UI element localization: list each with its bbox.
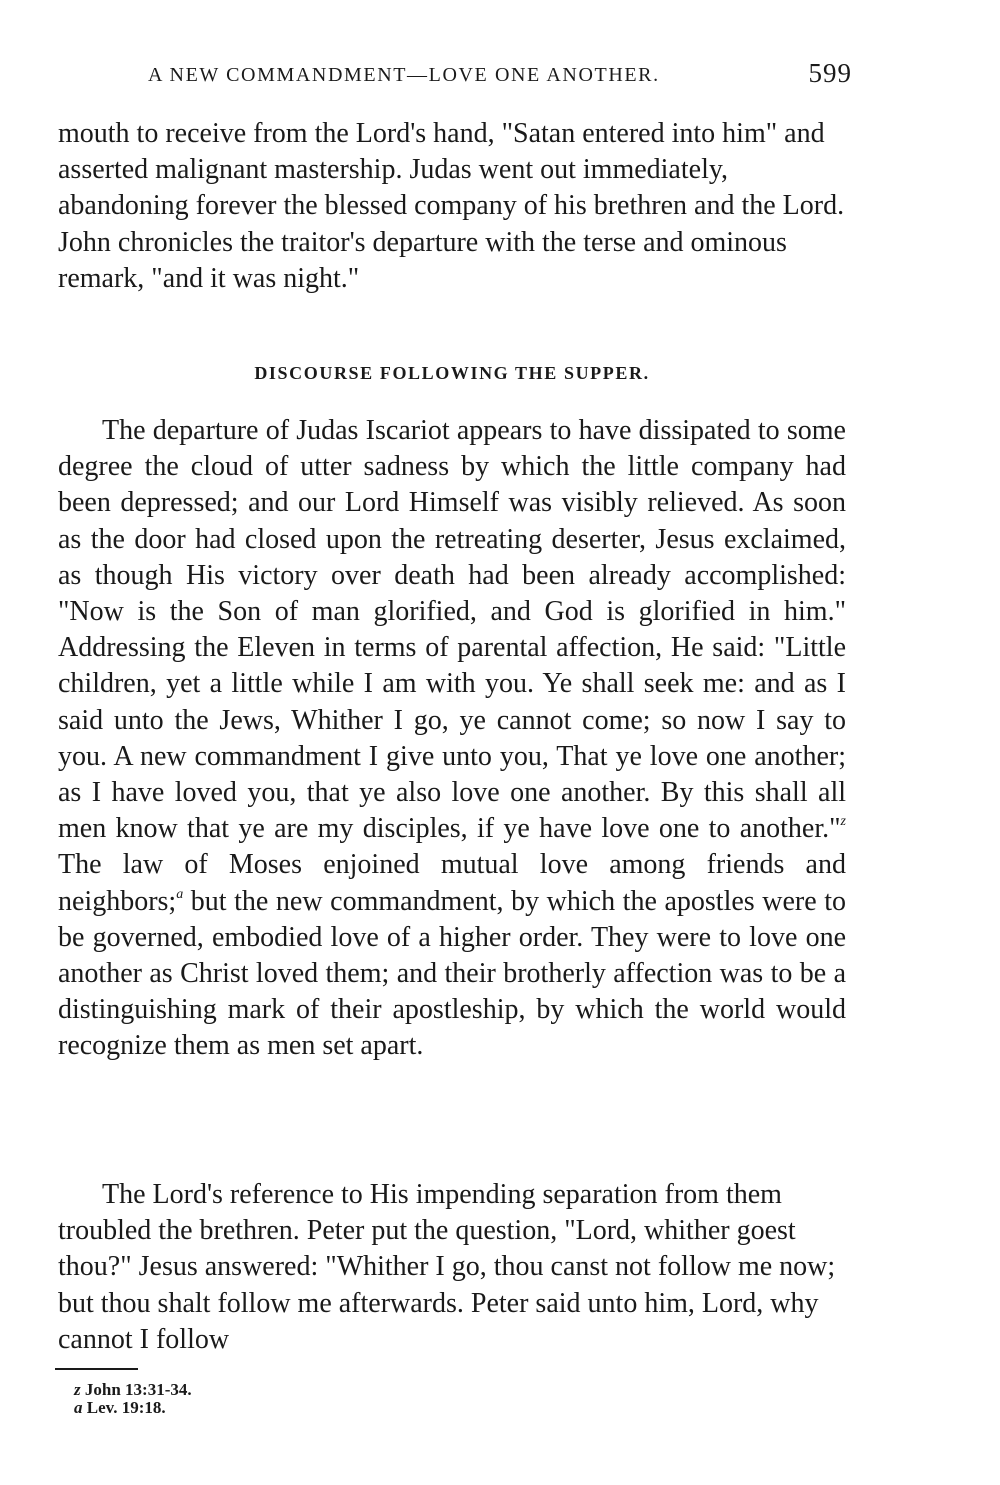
footnote-citation: John 13:31-34. (84, 1380, 192, 1399)
running-title: A NEW COMMANDMENT—LOVE ONE ANOTHER. (148, 64, 660, 86)
paragraph-text: The law of Moses enjoined mutual love among friends and neighbors; (58, 849, 846, 917)
paragraph-text: but the new commandment, by which the apostles were to be governed, embodied love of a higher order. They were to love one another as Christ loved them; and their brotherly affection was to be a distinguishing mark of their apostleship, by which the world would recognize them as men set apart. (58, 885, 846, 1062)
footnote-item (74, 1381, 192, 1399)
page-number: 599 (808, 58, 852, 88)
paragraph-continued: mouth to receive from the Lord's hand, "Satan entered into him" and asserted malignant mastership. Judas went out immediately, abandoning forever the blessed company of his brethren and the Lord. John chronicles the traitor's departure with the terse and ominous remark, "and it was night." (58, 118, 845, 294)
running-head (148, 58, 852, 92)
footnotes (74, 1381, 192, 1417)
paragraph-text: The departure of Judas Iscariot appears to have dissipated to some degree the cloud of utter sadness by which the little company had been depressed; and our Lord Himself was visibly relieved. As soon as the door had closed upon the retreating deserter, Jesus exclaimed, as though His victory over death had been already accomplished: "Now is the Son of man glorified, and God is glorified in him." Addressing the Eleven in terms of parental affection, He said: "Little children, yet a little while I am with you. Ye shall seek me: and as I said unto the Jews, Whither I go, ye cannot come; so now I say to you. A new commandment I give unto you, That ye love one another; as I have loved you, that ye also love one another. By this shall all men know that ye are my disciples, if ye have love one to another." (58, 415, 846, 845)
footnote-marker: a (74, 1398, 83, 1417)
footnote-divider (55, 1368, 138, 1370)
section-heading: DISCOURSE FOLLOWING THE SUPPER. (254, 363, 650, 383)
paragraph-peter-question: The Lord's reference to His impending separation from them troubled the brethren. Peter put the question, "Lord, whither goest thou?" Jesus answered: "Whither I go, thou canst not follow me now; but thou shalt follow me afterwards. Peter said unto him, Lord, why cannot I follow (58, 1179, 836, 1355)
paragraph-discourse (58, 413, 846, 1065)
footnote-reference-a: a (176, 886, 184, 902)
footnote-item (74, 1399, 192, 1417)
footnote-reference-z: z (840, 814, 846, 830)
footnote-citation: Lev. 19:18. (86, 1398, 166, 1417)
footnote-marker: z (74, 1380, 81, 1399)
